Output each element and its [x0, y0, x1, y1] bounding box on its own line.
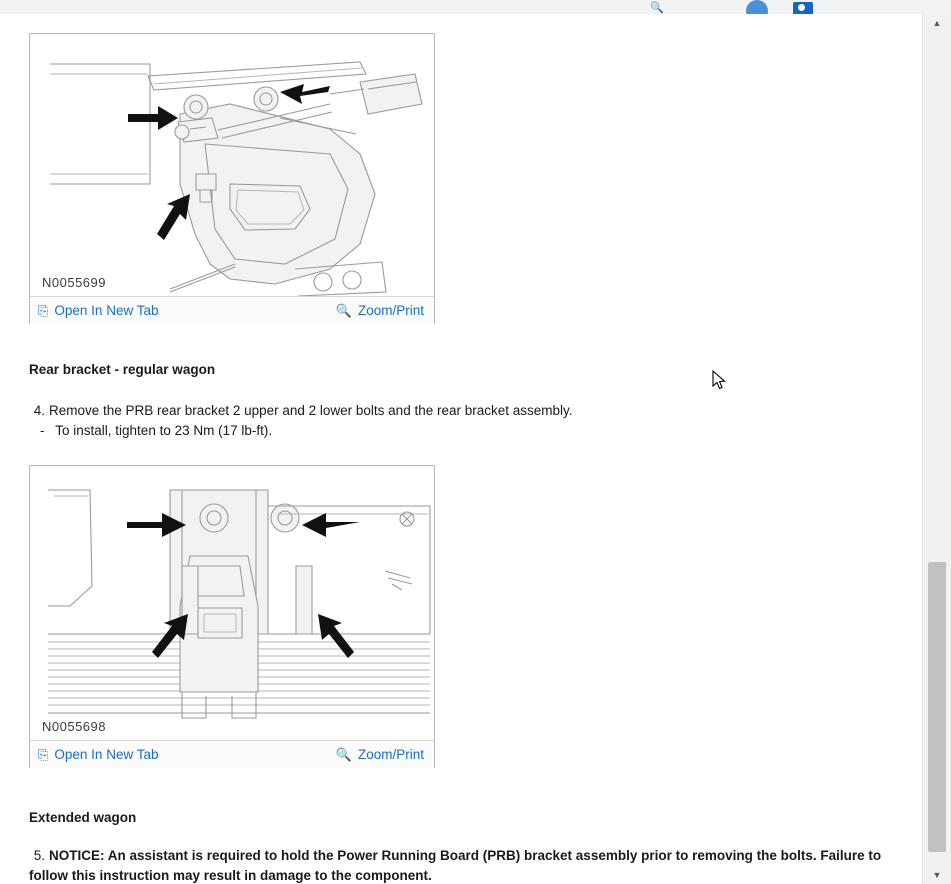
substep-item — [40, 421, 880, 441]
zoom-print-button[interactable] — [336, 747, 424, 762]
figure-block — [29, 33, 435, 324]
scroll-up-arrow[interactable]: ▲ — [932, 18, 942, 28]
figure-id-label: N0055699 — [42, 275, 106, 290]
notice-step — [29, 846, 899, 884]
prb-rear-bracket-diagram — [30, 466, 434, 740]
browser-toolbar-strip — [0, 0, 951, 15]
figure-toolbar — [30, 740, 434, 768]
user-avatar[interactable] — [746, 0, 768, 15]
step-text: Remove the PRB rear bracket 2 upper and 2 lower bolts and the rear bracket assembly. — [49, 403, 573, 418]
substep-bullet: - — [40, 423, 45, 438]
search-icon[interactable]: 🔍 — [650, 2, 664, 14]
badge-dot — [798, 4, 805, 11]
section-heading-rear-bracket: Rear bracket - regular wagon — [29, 362, 216, 377]
open-in-new-tab-icon: ⎘ — [38, 747, 49, 762]
scrollbar-track[interactable] — [923, 32, 951, 562]
magnifier-icon: 🔍 — [335, 747, 352, 762]
open-in-new-tab-label: Open In New Tab — [54, 747, 159, 762]
figure-image — [30, 466, 434, 740]
zoom-print-button[interactable] — [336, 303, 424, 318]
page-left-rule — [0, 14, 1, 884]
notice-text: NOTICE: An assistant is required to hold the Power Running Board (PRB) bracket assembly prior to removing the bolts. Failure to follow this instruction may result in damage to the component. — [29, 848, 882, 883]
figure-block — [29, 465, 435, 768]
vertical-scrollbar[interactable] — [922, 14, 951, 884]
prb-front-bracket-diagram — [30, 34, 434, 296]
open-in-new-tab-label: Open In New Tab — [54, 303, 159, 318]
zoom-print-label: Zoom/Print — [357, 303, 424, 318]
document-viewport — [0, 14, 922, 884]
step-number: 4. — [33, 403, 45, 418]
substep-text: To install, tighten to 23 Nm (17 lb-ft). — [55, 423, 273, 438]
section-heading-extended-wagon: Extended wagon — [29, 810, 137, 825]
zoom-print-label: Zoom/Print — [357, 747, 424, 762]
scroll-down-arrow[interactable]: ▼ — [932, 870, 942, 880]
figure-id-label: N0055698 — [42, 719, 106, 734]
figure-toolbar — [30, 296, 434, 324]
figure-image — [30, 34, 434, 296]
scrollbar-thumb[interactable] — [928, 562, 946, 852]
step-number: 5. — [33, 848, 45, 863]
open-in-new-tab-button[interactable] — [38, 747, 158, 762]
magnifier-icon: 🔍 — [335, 303, 352, 318]
open-in-new-tab-icon: ⎘ — [38, 303, 49, 318]
step-item — [29, 401, 889, 421]
open-in-new-tab-button[interactable] — [38, 303, 158, 318]
